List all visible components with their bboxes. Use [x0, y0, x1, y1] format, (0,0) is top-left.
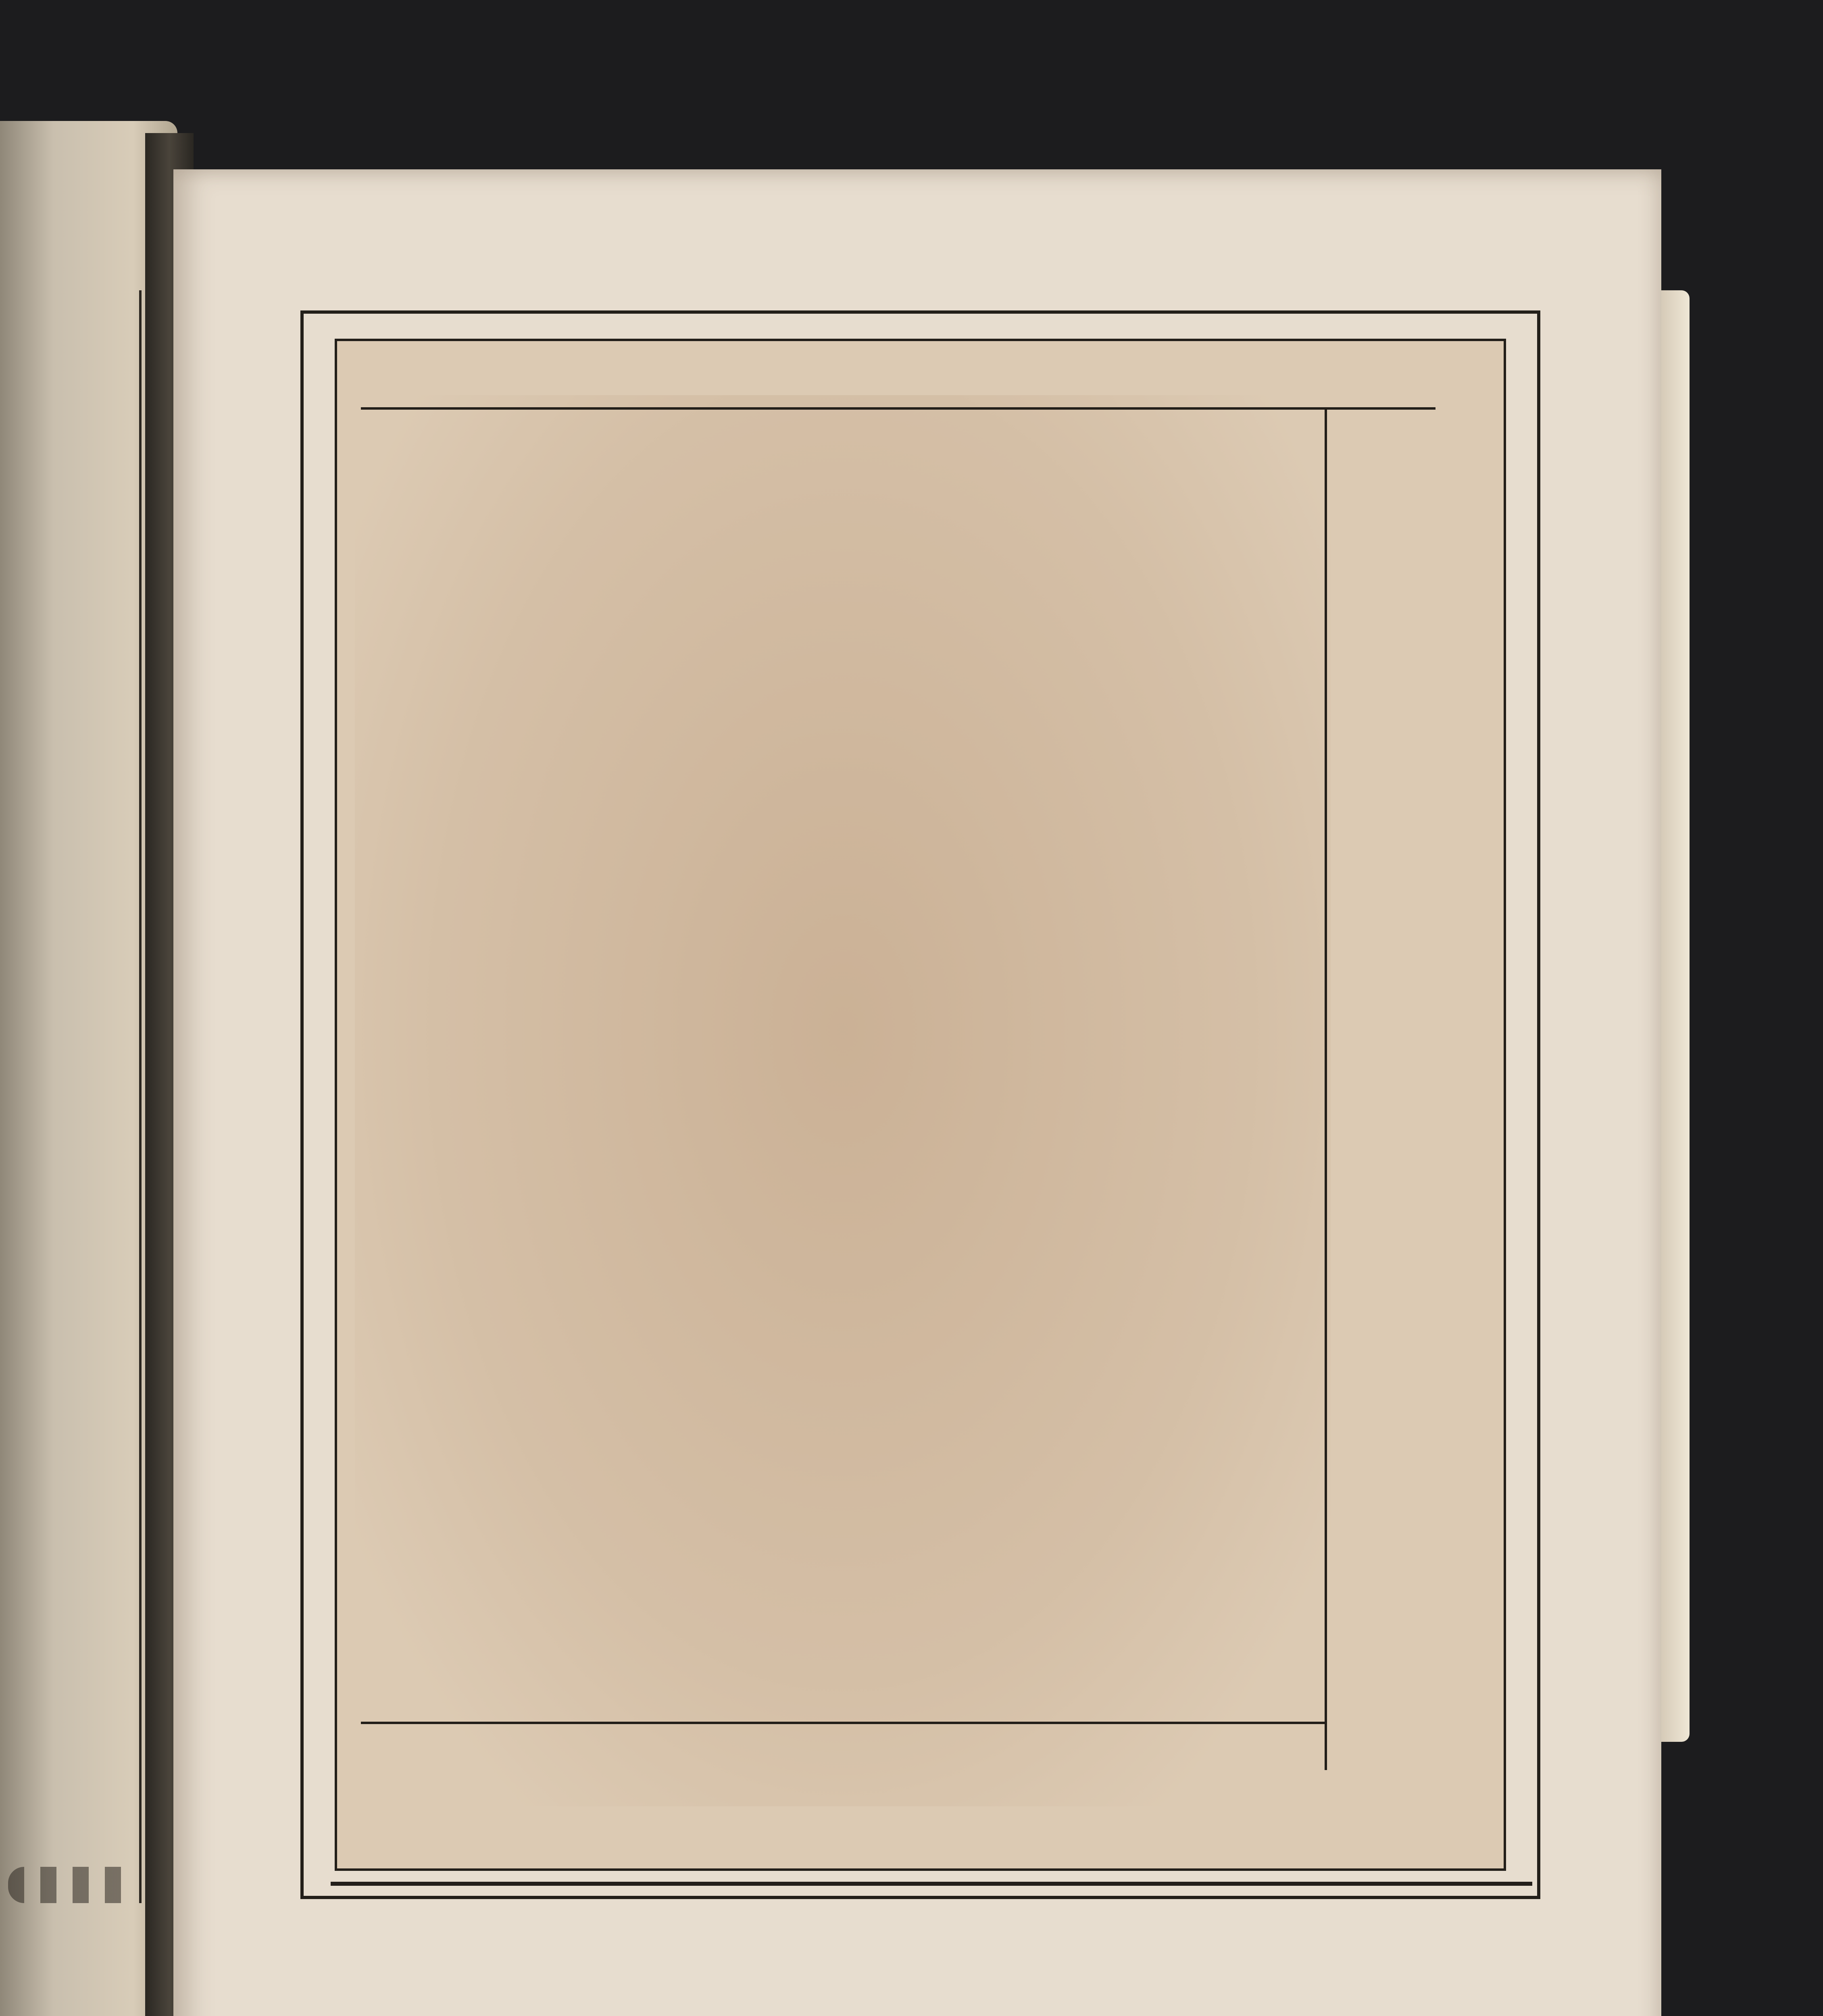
ornamental-border: [331, 1839, 1532, 1927]
paper-stain: [355, 395, 1331, 1806]
previous-page-border: [0, 290, 142, 1903]
previous-page-ornament: [8, 1867, 137, 1903]
body-text: [363, 423, 1319, 439]
text-column-rule: [1325, 407, 1327, 1770]
page-edge: [1661, 290, 1690, 1742]
bottom-rule: [361, 1722, 1325, 1724]
header-rule: [361, 407, 1435, 410]
